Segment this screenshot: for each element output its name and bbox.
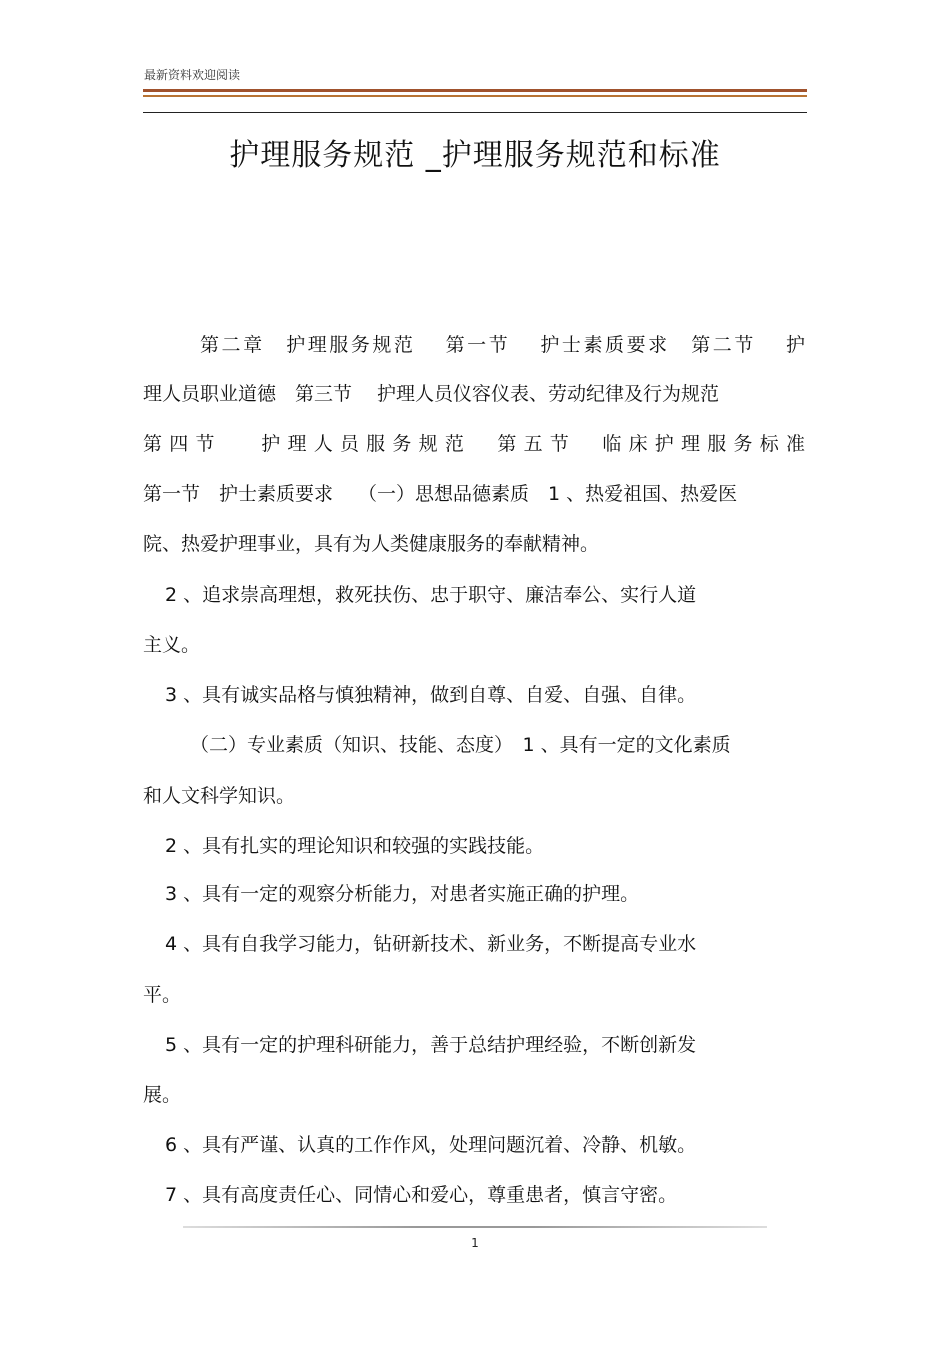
text-line: 7 、具有高度责任心、同情心和爱心，尊重患者，慎言守密。 [165,1184,678,1206]
text-line: 院、热爱护理事业，具有为人类健康服务的奉献精神。 [143,533,600,555]
header-rule-thin [143,112,807,113]
text-line: 和人文科学知识。 [143,785,296,807]
text-line: 第二章 护理服务规范 第一节 护士素质要求 第二节 护 [200,334,805,356]
text-line: 2 、追求崇高理想，救死扶伤、忠于职守、廉洁奉公、实行人道 [165,584,697,606]
text-line: 3 、具有诚实品格与慎独精神，做到自尊、自爱、自强、自律。 [165,684,697,706]
text-line: 3 、具有一定的观察分析能力，对患者实施正确的护理。 [165,883,640,905]
text-line: 理人员职业道德 第三节 护理人员仪容仪表、劳动纪律及行为规范 [143,383,720,405]
text-line: 2 、具有扎实的理论知识和较强的实践技能。 [165,835,545,857]
text-line: （二）专业素质（知识、技能、态度） 1 、具有一定的文化素质 [190,734,731,756]
text-line: 第一节 护士素质要求 （一）思想品德素质 1 、热爱祖国、热爱医 [143,483,738,505]
text-line: 第四节 护理人员服务规范 第五节 临床护理服务标准 [143,433,805,455]
text-line: 4 、具有自我学习能力，钻研新技术、新业务，不断提高专业水 [165,933,697,955]
footer-rule [183,1226,767,1228]
header-note: 最新资料欢迎阅读 [144,68,241,82]
text-line: 主义。 [143,634,201,656]
text-line: 平。 [143,984,182,1006]
document-title: 护理服务规范 _护理服务规范和标准 [229,138,721,173]
text-line: 5 、具有一定的护理科研能力，善于总结护理经验，不断创新发 [165,1034,697,1056]
header-rule-accent [143,95,807,97]
header-rule-thick [143,89,807,92]
text-line: 展。 [143,1084,182,1106]
text-line: 6 、具有严谨、认真的工作作风，处理问题沉着、冷静、机敏。 [165,1134,697,1156]
page-number: 1 [471,1236,479,1250]
